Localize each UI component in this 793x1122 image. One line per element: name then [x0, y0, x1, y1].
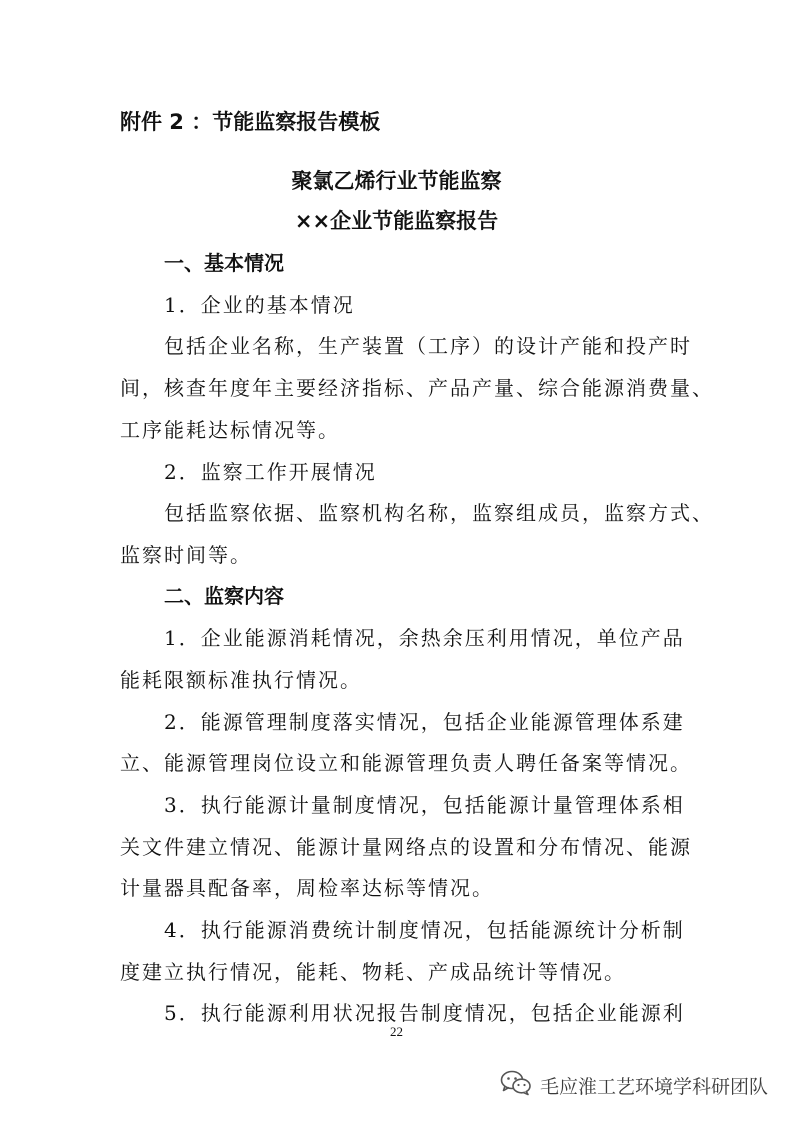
- watermark-text: 毛应淮工艺环境学科研团队: [540, 1076, 769, 1098]
- section1-heading: 一、基本情况: [164, 251, 284, 275]
- section2-item4-line2: 度建立执行情况，能耗、物耗、产成品统计等情况。: [120, 960, 626, 984]
- section2-item4-line1: 4．执行能源消费统计制度情况，包括能源统计分析制: [164, 918, 685, 942]
- attachment-title: 附件 2 ：节能监察报告模板: [120, 110, 381, 134]
- section2-item5-line1: 5．执行能源利用状况报告制度情况，包括企业能源利: [164, 1001, 685, 1025]
- wechat-icon: [500, 1070, 532, 1101]
- section2-heading: 二、监察内容: [164, 584, 284, 608]
- section2-item2-line1: 2．能源管理制度落实情况，包括企业能源管理体系建: [164, 710, 685, 734]
- section2-item3-line3: 计量器具配备率，周检率达标等情况。: [120, 876, 494, 900]
- report-title-line2: ××企业节能监察报告: [294, 209, 499, 233]
- section1-sub2-heading: 2．监察工作开展情况: [164, 460, 377, 484]
- section1-sub1-heading: 1．企业的基本情况: [164, 293, 355, 317]
- report-title-line1: 聚氯乙烯行业节能监察: [291, 169, 502, 193]
- section2-item3-line2: 关文件建立情况、能源计量网络点的设置和分布情况、能源: [120, 835, 692, 859]
- section2-item1-line1: 1．企业能源消耗情况，余热余压利用情况，单位产品: [164, 626, 685, 650]
- section2-item2-line2: 立、能源管理岗位设立和能源管理负责人聘任备案等情况。: [120, 751, 692, 775]
- section1-sub1-line2: 间，核查年度年主要经济指标、产品产量、综合能源消费量、: [120, 376, 714, 400]
- section2-item3-line1: 3．执行能源计量制度情况，包括能源计量管理体系相: [164, 793, 685, 817]
- page-number: 22: [390, 1024, 403, 1039]
- section1-sub1-line1: 包括企业名称，生产装置（工序）的设计产能和投产时: [164, 334, 692, 358]
- section1-sub2-line1: 包括监察依据、监察机构名称，监察组成员，监察方式、: [164, 501, 714, 525]
- section1-sub2-line2: 监察时间等。: [120, 543, 252, 567]
- section2-item1-line2: 能耗限额标准执行情况。: [120, 668, 362, 692]
- watermark: [500, 1070, 768, 1101]
- section1-sub1-line3: 工序能耗达标情况等。: [120, 418, 340, 442]
